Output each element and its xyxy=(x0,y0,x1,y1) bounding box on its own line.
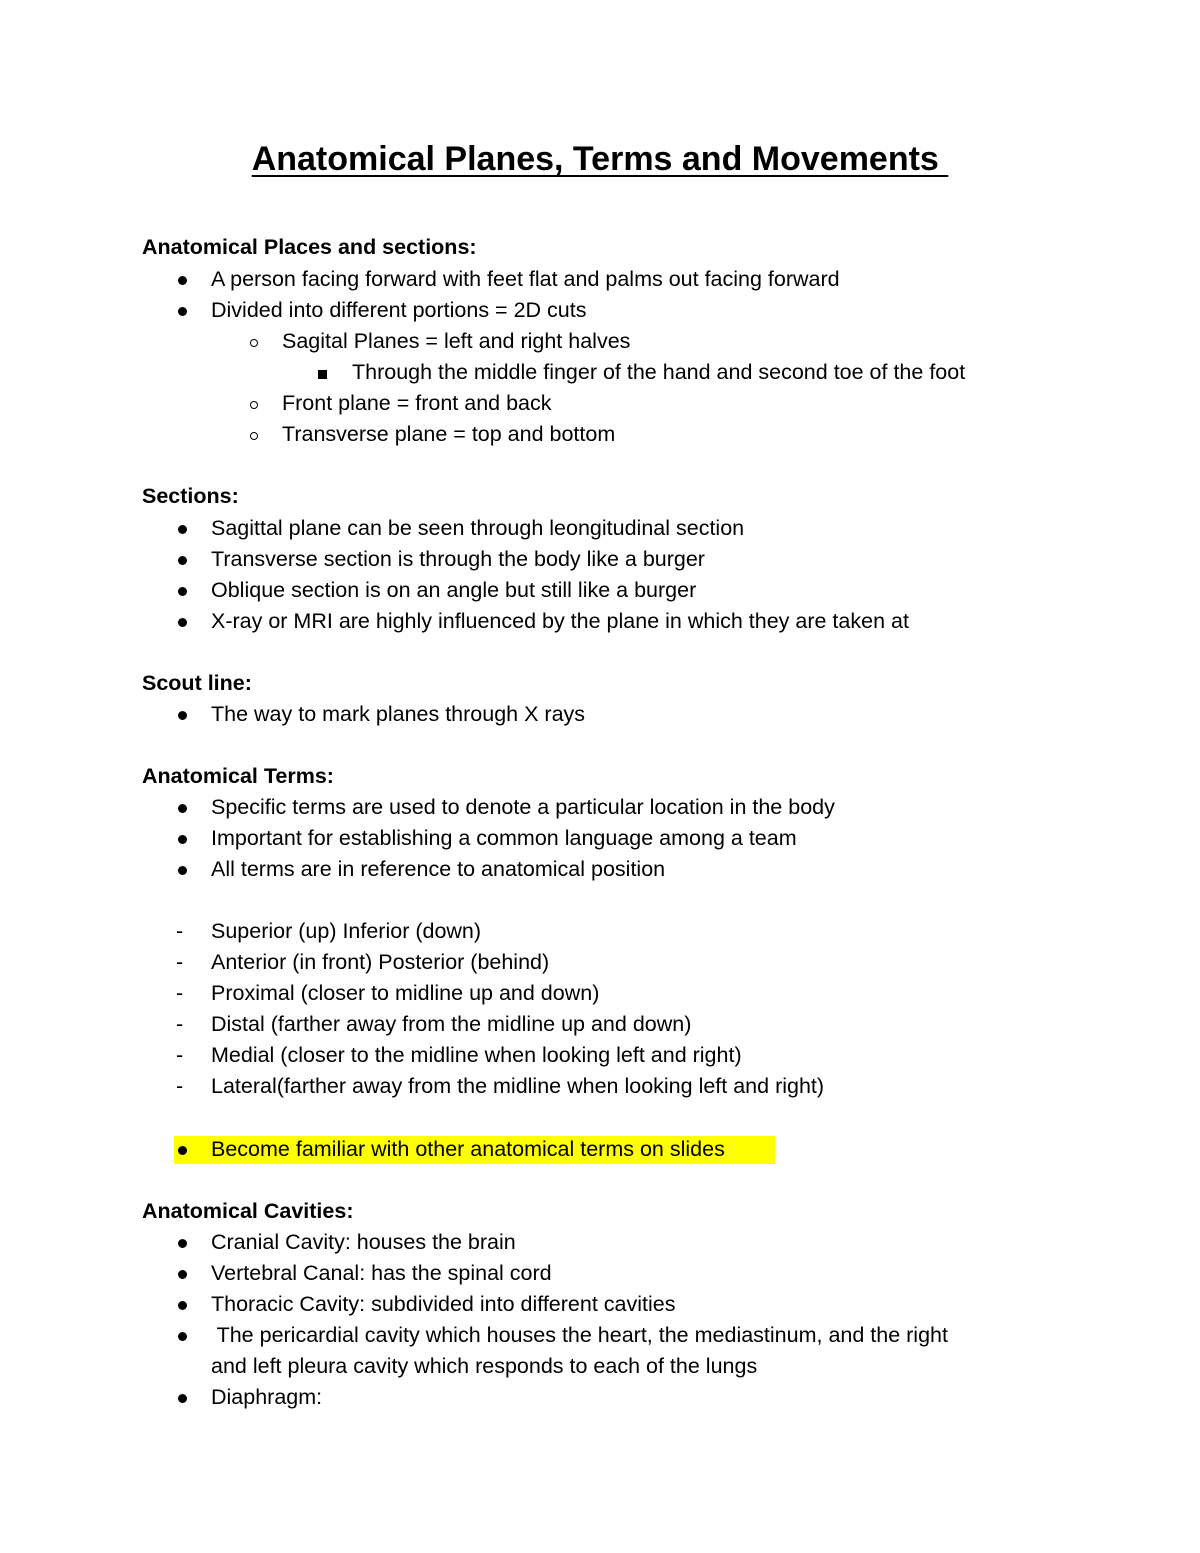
list-item: All terms are in reference to anatomical position xyxy=(211,857,666,881)
bullet-disc-icon xyxy=(178,1270,187,1279)
dash-marker: - xyxy=(176,950,184,974)
list-item: Cranial Cavity: houses the brain xyxy=(211,1230,516,1254)
list-item: Transverse section is through the body like a burger xyxy=(211,547,705,571)
list-item: X-ray or MRI are highly influenced by the plane in which they are taken at xyxy=(211,609,909,633)
bullet-disc-icon xyxy=(178,1146,187,1155)
section-heading-sections: Sections: xyxy=(142,484,239,508)
dash-marker: - xyxy=(176,981,184,1005)
list-item: Important for establishing a common language among a team xyxy=(211,826,797,850)
section-heading-terms: Anatomical Terms: xyxy=(142,764,334,788)
dash-marker: - xyxy=(176,1043,184,1067)
bullet-disc-icon xyxy=(178,556,187,565)
section-heading-scout-line: Scout line: xyxy=(142,671,252,695)
bullet-disc-icon xyxy=(178,307,187,316)
bullet-disc-icon xyxy=(178,276,187,285)
bullet-disc-icon xyxy=(178,1394,187,1403)
bullet-square-icon xyxy=(318,370,327,379)
list-item: Specific terms are used to denote a particular location in the body xyxy=(211,795,835,819)
list-item: A person facing forward with feet flat and palms out facing forward xyxy=(211,267,840,291)
list-item: The pericardial cavity which houses the heart, the mediastinum, and the right xyxy=(211,1323,948,1347)
highlighted-list-item: Become familiar with other anatomical terms on slides xyxy=(211,1137,725,1161)
term-item: Anterior (in front) Posterior (behind) xyxy=(211,950,550,974)
list-item: Vertebral Canal: has the spinal cord xyxy=(211,1261,552,1285)
bullet-disc-icon xyxy=(178,835,187,844)
list-item: Oblique section is on an angle but still like a burger xyxy=(211,578,697,602)
list-item: Transverse plane = top and bottom xyxy=(282,422,616,446)
bullet-disc-icon xyxy=(178,525,187,534)
list-item: Sagittal plane can be seen through leongitudinal section xyxy=(211,516,745,540)
bullet-disc-icon xyxy=(178,1332,187,1341)
bullet-disc-icon xyxy=(178,804,187,813)
bullet-circle-icon xyxy=(250,432,258,440)
section-heading-cavities: Anatomical Cavities: xyxy=(142,1199,354,1223)
list-item: Diaphragm: xyxy=(211,1385,323,1409)
page-title: Anatomical Planes, Terms and Movements xyxy=(251,140,949,178)
list-item: Through the middle finger of the hand and second toe of the foot xyxy=(352,360,966,384)
bullet-circle-icon xyxy=(250,339,258,347)
bullet-disc-icon xyxy=(178,1301,187,1310)
term-item: Medial (closer to the midline when looking left and right) xyxy=(211,1043,742,1067)
list-item: Sagital Planes = left and right halves xyxy=(282,329,631,353)
list-item: The way to mark planes through X rays xyxy=(211,702,586,726)
bullet-disc-icon xyxy=(178,866,187,875)
term-item: Proximal (closer to midline up and down) xyxy=(211,981,600,1005)
list-item-continuation: and left pleura cavity which responds to each of the lungs xyxy=(211,1354,758,1378)
bullet-disc-icon xyxy=(178,587,187,596)
list-item: Thoracic Cavity: subdivided into different cavities xyxy=(211,1292,676,1316)
list-item: Divided into different portions = 2D cuts xyxy=(211,298,587,322)
dash-marker: - xyxy=(176,1074,184,1098)
list-item: Front plane = front and back xyxy=(282,391,552,415)
dash-marker: - xyxy=(176,1012,184,1036)
bullet-disc-icon xyxy=(178,618,187,627)
term-item: Lateral(farther away from the midline when looking left and right) xyxy=(211,1074,825,1098)
dash-marker: - xyxy=(176,919,184,943)
term-item: Superior (up) Inferior (down) xyxy=(211,919,482,943)
bullet-circle-icon xyxy=(250,401,258,409)
section-heading-planes: Anatomical Places and sections: xyxy=(142,235,477,259)
bullet-disc-icon xyxy=(178,1239,187,1248)
bullet-disc-icon xyxy=(178,711,187,720)
term-item: Distal (farther away from the midline up and down) xyxy=(211,1012,692,1036)
